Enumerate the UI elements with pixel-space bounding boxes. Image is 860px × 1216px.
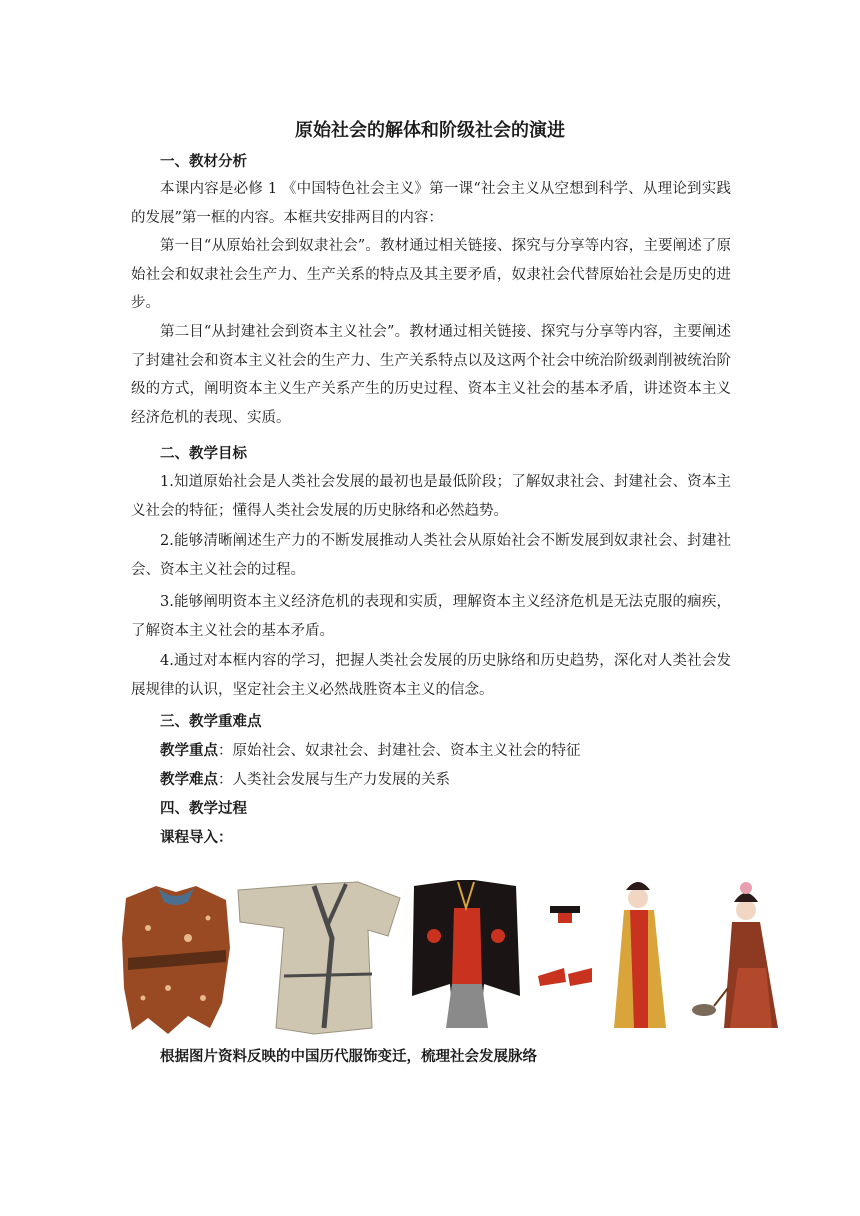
key-points-line [160,739,581,760]
paragraph: 第二目“从封建社会到资本主义社会”。教材通过相关链接、探究与分享等内容，主要阐述了封建社会和资本主义社会的生产力、生产关系特点以及这两个社会中统治阶级剥削被统治阶级的方式，阐明资本主义生产关系产生的历史过程、资本主义社会的基本矛盾，讲述资本主义经济危机的表现、实质。 [131,324,731,426]
section-heading-1: 一、教材分析 [160,154,247,170]
key-points-label: 教学重点 [160,743,218,759]
course-intro-label: 课程导入： [160,830,233,846]
paragraph: 4.通过对本框内容的学习，把握人类社会发展的历史脉络和历史趋势，深化对人类社会发展规律的认识，坚定社会主义必然战胜资本主义的信念。 [131,653,731,698]
paragraph: 第一目“从原始社会到奴隶社会”。教材通过相关链接、探究与分享等内容，主要阐述了原始社会和奴隶社会生产力、生产关系的特点及其主要矛盾，奴隶社会代替原始社会是历史的进步。 [131,238,731,311]
ceremonial-robe-illustration [412,880,592,1028]
costume-evolution-figure [118,878,788,1038]
section-heading-4: 四、教学过程 [160,801,247,817]
difficult-points-label: 教学难点 [160,772,218,788]
section-heading-3: 三、教学重难点 [160,714,262,730]
difficult-points-line [160,768,450,789]
paragraph: 3.能够阐明资本主义经济危机的表现和实质，理解资本主义经济危机是无法克服的痼疾，了解资本主义社会的基本矛盾。 [131,594,731,639]
paragraph: 2.能够清晰阐述生产力的不断发展推动人类社会从原始社会不断发展到奴隶社会、封建社会、资本主义社会的过程。 [131,533,731,578]
tang-ladies-illustration [614,882,778,1028]
paragraph: 1.知道原始社会是人类社会发展的最初也是最低阶段；了解奴隶社会、封建社会、资本主义社会的特征；懂得人类社会发展的历史脉络和必然趋势。 [131,474,731,519]
section-heading-2: 二、教学目标 [160,446,247,462]
key-points-text: ：原始社会、奴隶社会、封建社会、资本主义社会的特征 [218,743,581,759]
page-title: 原始社会的解体和阶级社会的演进 [295,120,565,141]
paragraph: 本课内容是必修 1 《中国特色社会主义》第一课“社会主义从空想到科学、从理论到实践的发展”第一框的内容。本框共安排两目的内容： [131,181,731,226]
difficult-points-text: ：人类社会发展与生产力发展的关系 [218,772,450,788]
primitive-garment-illustration [122,886,230,1034]
robe-garment-illustration [238,882,400,1034]
figure-caption: 根据图片资料反映的中国历代服饰变迁，梳理社会发展脉络 [160,1049,537,1065]
